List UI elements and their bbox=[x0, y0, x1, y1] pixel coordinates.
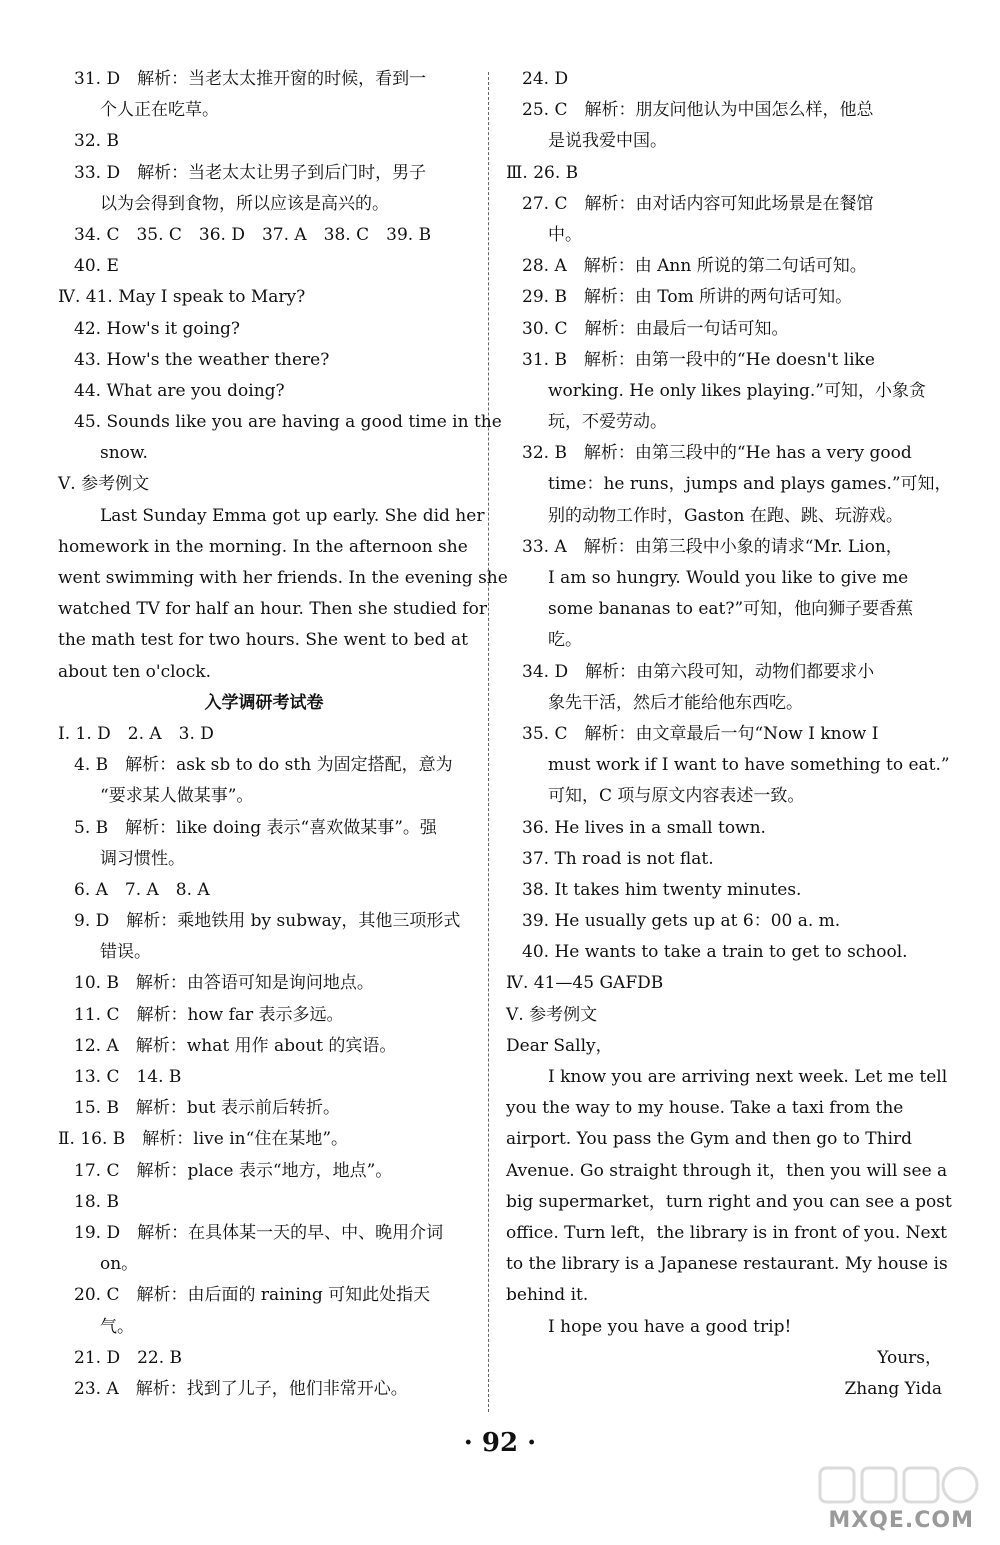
left-line: homework in the morning. In the afternoon she bbox=[58, 536, 468, 557]
right-line: Ⅳ. 41—45 GAFDB bbox=[506, 973, 664, 994]
left-line: 42. How's it going? bbox=[74, 318, 241, 339]
right-line: 别的动物工作时，Gaston 在跑、跳、玩游戏。 bbox=[548, 505, 903, 526]
left-line: 31. D 解析：当老太太推开窗的时候，看到一 bbox=[74, 69, 427, 89]
left-line: snow. bbox=[100, 443, 148, 464]
right-line: 是说我爱中国。 bbox=[548, 131, 667, 152]
right-line: 37. Th road is not flat. bbox=[522, 848, 714, 869]
right-line: 33. A 解析：由第三段中小象的请求“Mr. Lion， bbox=[522, 536, 903, 557]
right-line: 36. He lives in a small town. bbox=[522, 817, 766, 838]
right-line: 24. D bbox=[522, 69, 569, 89]
left-line: 11. C 解析：how far 表示多远。 bbox=[74, 1004, 344, 1025]
left-line: 5. B 解析：like doing 表示“喜欢做某事”。强 bbox=[74, 817, 437, 838]
right-line: Avenue. Go straight through it，then you will see a bbox=[506, 1160, 948, 1181]
right-line: 31. B 解析：由第一段中的“He doesn't like bbox=[522, 349, 875, 370]
left-line: 12. A 解析：what 用作 about 的宾语。 bbox=[74, 1035, 397, 1056]
right-line: I hope you have a good trip! bbox=[548, 1316, 792, 1337]
right-line: 玩，不爱劳动。 bbox=[548, 412, 667, 433]
left-line: Ⅰ. 1. D 2. A 3. D bbox=[58, 723, 214, 744]
right-line: to the library is a Japanese restaurant. My house is bbox=[506, 1254, 948, 1275]
left-line: 入学调研考试卷 bbox=[204, 692, 324, 713]
right-line: office. Turn left，the library is in front of you. Next bbox=[506, 1222, 947, 1243]
left-line: 32. B bbox=[74, 131, 119, 152]
right-line: I am so hungry. Would you like to give me bbox=[548, 568, 909, 588]
right-column bbox=[506, 64, 952, 1405]
left-line: 15. B 解析：but 表示前后转折。 bbox=[74, 1098, 340, 1119]
right-line: 32. B 解析：由第三段中的“He has a very good bbox=[522, 443, 912, 464]
column-divider bbox=[488, 72, 489, 1412]
page-number: · 92 · bbox=[463, 1428, 537, 1458]
right-line: 35. C 解析：由文章最后一句“Now I know I bbox=[522, 723, 879, 744]
left-line: 13. C 14. B bbox=[74, 1067, 182, 1087]
left-line: 23. A 解析：找到了儿子，他们非常开心。 bbox=[74, 1378, 408, 1399]
right-line: 38. It takes him twenty minutes. bbox=[522, 879, 802, 900]
left-line: 气。 bbox=[100, 1316, 134, 1337]
left-line: 以为会得到食物，所以应该是高兴的。 bbox=[100, 193, 389, 214]
right-line: some bananas to eat?”可知，他向狮子要香蕉 bbox=[548, 599, 914, 620]
right-line: big supermarket，turn right and you can see a post bbox=[506, 1191, 952, 1212]
right-line: you the way to my house. Take a taxi from the bbox=[506, 1098, 904, 1119]
left-line: 6. A 7. A 8. A bbox=[74, 879, 210, 900]
left-line: went swimming with her friends. In the evening she bbox=[58, 568, 508, 588]
right-line: Ⅴ. 参考例文 bbox=[506, 1004, 598, 1025]
left-line: 9. D 解析：乘地铁用 by subway，其他三项形式 bbox=[74, 911, 461, 932]
right-line: Zhang Yida bbox=[844, 1378, 942, 1399]
left-line: watched TV for half an hour. Then she studied for bbox=[58, 599, 487, 620]
left-line: 45. Sounds like you are having a good time in the bbox=[74, 412, 502, 433]
right-line: 30. C 解析：由最后一句话可知。 bbox=[522, 318, 789, 339]
right-line: 中。 bbox=[548, 224, 582, 245]
left-line: 错误。 bbox=[100, 942, 151, 963]
left-line: Ⅱ. 16. B 解析：live in“住在某地”。 bbox=[58, 1129, 349, 1150]
left-line: 21. D 22. B bbox=[74, 1347, 183, 1368]
left-line: 10. B 解析：由答语可知是询问地点。 bbox=[74, 973, 374, 994]
right-line: 28. A 解析：由 Ann 所说的第二句话可知。 bbox=[522, 256, 867, 277]
left-line: Ⅴ. 参考例文 bbox=[58, 474, 150, 495]
left-line: 40. E bbox=[74, 256, 119, 277]
right-line: 34. D 解析：由第六段可知，动物们都要求小 bbox=[522, 661, 875, 682]
right-line: 可知，C 项与原文内容表述一致。 bbox=[548, 786, 805, 807]
right-line: airport. You pass the Gym and then go to Third bbox=[506, 1129, 913, 1150]
left-line: 19. D 解析：在具体某一天的早、中、晚用介词 bbox=[74, 1222, 444, 1243]
left-line: about ten o'clock. bbox=[58, 661, 212, 682]
left-line: 17. C 解析：place 表示“地方，地点”。 bbox=[74, 1160, 393, 1181]
left-line: 4. B 解析：ask sb to do sth 为固定搭配，意为 bbox=[74, 755, 453, 776]
right-line: Dear Sally， bbox=[506, 1035, 613, 1056]
right-line: 25. C 解析：朋友问他认为中国怎么样，他总 bbox=[522, 100, 874, 121]
right-line: working. He only likes playing.”可知，小象贪 bbox=[548, 380, 926, 401]
right-line: 27. C 解析：由对话内容可知此场景是在餐馆 bbox=[522, 193, 874, 214]
left-line: on。 bbox=[100, 1254, 139, 1275]
right-line: 吃。 bbox=[548, 630, 582, 651]
right-line: behind it. bbox=[506, 1285, 589, 1306]
left-line: 20. C 解析：由后面的 raining 可知此处指天 bbox=[74, 1285, 431, 1306]
left-line: 个人正在吃草。 bbox=[100, 100, 219, 121]
right-line: 39. He usually gets up at 6：00 a. m. bbox=[522, 911, 841, 932]
left-line: Last Sunday Emma got up early. She did her bbox=[100, 505, 485, 526]
left-line: Ⅳ. 41. May I speak to Mary? bbox=[58, 287, 306, 308]
right-line: must work if I want to have something to eat.” bbox=[548, 755, 950, 776]
left-line: 34. C 35. C 36. D 37. A 38. C 39. B bbox=[74, 224, 432, 245]
right-line: 象先干活，然后才能给他东西吃。 bbox=[548, 692, 803, 713]
right-line: I know you are arriving next week. Let me tell bbox=[548, 1067, 948, 1087]
left-line: the math test for two hours. She went to bed at bbox=[58, 630, 468, 651]
right-line: time：he runs，jumps and plays games.”可知， bbox=[548, 474, 952, 495]
left-line: 43. How's the weather there? bbox=[74, 349, 330, 370]
left-line: 44. What are you doing? bbox=[74, 380, 285, 401]
right-line: Yours， bbox=[877, 1347, 942, 1368]
left-line: 18. B bbox=[74, 1191, 119, 1212]
right-line: Ⅲ. 26. B bbox=[506, 162, 579, 183]
right-line: 40. He wants to take a train to get to school. bbox=[522, 942, 908, 963]
left-line: 调习惯性。 bbox=[100, 848, 185, 869]
right-line: 29. B 解析：由 Tom 所讲的两句话可知。 bbox=[522, 287, 853, 308]
left-column bbox=[58, 64, 508, 1405]
left-line: “要求某人做某事”。 bbox=[100, 786, 254, 807]
watermark-text: MXQE.COM bbox=[828, 1508, 974, 1533]
left-line: 33. D 解析：当老太太让男子到后门时，男子 bbox=[74, 162, 427, 183]
